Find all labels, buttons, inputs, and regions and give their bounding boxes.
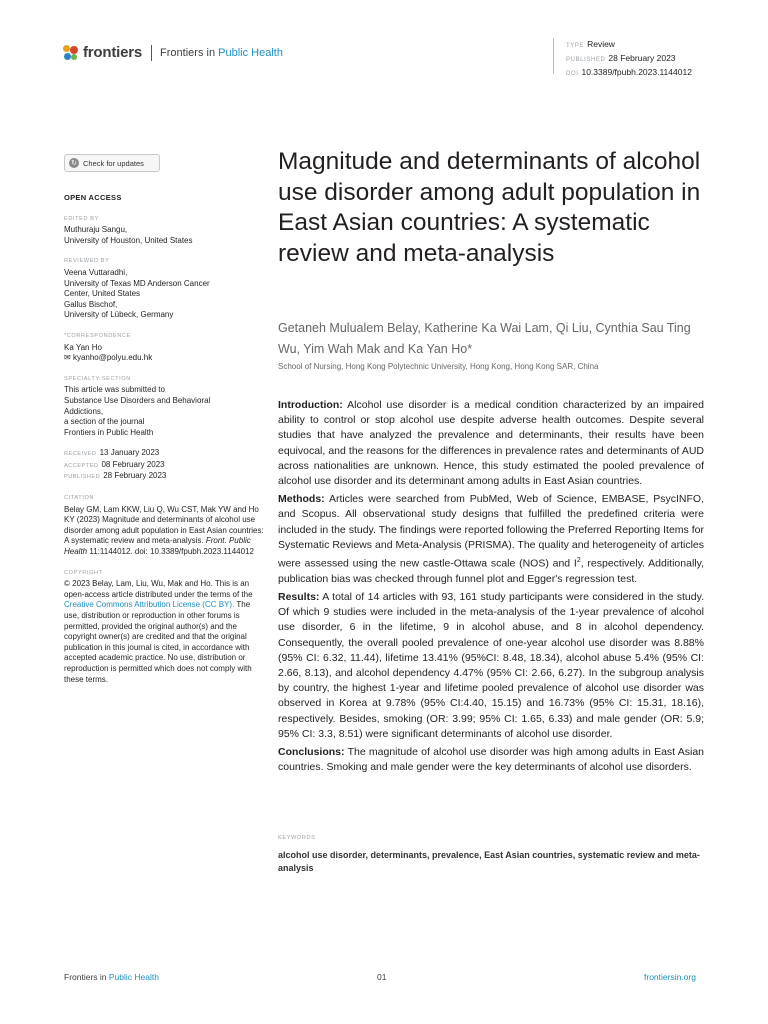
logo-wordmark: frontiers bbox=[83, 44, 143, 61]
keywords: alcohol use disorder, determinants, prevalence, East Asian countries, systematic review and meta-analysis bbox=[278, 850, 700, 873]
specialty-line: Addictions, bbox=[64, 406, 104, 416]
keywords-label: KEYWORDS bbox=[278, 835, 316, 841]
conclusions-text: The magnitude of alcohol use disorder was high among adults in East Asian countries. Smoking and male gender were the key determinants of alcohol use disorders. bbox=[278, 745, 705, 774]
citation-tail: 11:1144012. doi: 10.3389/fpubh.2023.1144012 bbox=[89, 547, 254, 557]
citation-text: Belay GM, Lam KKW, Liu Q, Wu CST, Mak YW and Ho KY (2023) Magnitude and determinants of alcohol use disorder among adult population in East Asian countries: A systematic review and meta-analysis. Front. Public Health 11:1144012. doi: 10.3389/fpubh.2023.1144012 bbox=[64, 504, 264, 557]
correspondence-label: *CORRESPONDENCE bbox=[64, 332, 131, 339]
correspondence-name: Ka Yan Ho bbox=[64, 342, 102, 352]
abstract-methods bbox=[278, 492, 704, 587]
published-value: 28 February 2023 bbox=[608, 53, 676, 63]
published-label: PUBLISHED bbox=[64, 474, 101, 481]
methods-label: Methods: bbox=[278, 493, 325, 506]
footer-journal[interactable]: Frontiers in Public Health bbox=[64, 972, 159, 982]
reviewer-line: University of Lübeck, Germany bbox=[64, 310, 174, 320]
affiliation: School of Nursing, Hong Kong Polytechnic University, Hong Kong, Hong Kong SAR, China bbox=[278, 362, 599, 371]
editor-affiliation: University of Houston, United States bbox=[64, 235, 193, 245]
edited-by-section bbox=[64, 214, 266, 247]
footer-journal-highlight: Public Health bbox=[108, 972, 159, 982]
article-sidebar bbox=[64, 193, 266, 695]
correspondence-email-row[interactable] bbox=[64, 353, 266, 364]
results-text: A total of 14 articles with 93, 161 study participants were considered in the study. Of which 9 studies were included in the meta-analysis of the 1-year prevalence of alcohol use disorder, 6 in the lifetime, 9 in alcohol abuse, and 8 in alcohol dependency. Consequently, the overall pooled prevalence of one-year alcohol use disorder was 8.88% (95% CI: 6.32, 11.44), lifetime 13.41% (95%CI: 8.48, 18.34), alcohol abuse 5.4% (95% CI: 2.66, 8.13), and alcohol dependency 4.47% (95% CI: 2.66, 6.27). In the subgroup analysis by country, the highest 1-year and lifetime pooled prevalence of alcohol use disorder was observed in Korea at 9.78% (95% CI:4.40, 15.15) and 16.73% (95% CI: 15.31, 18.16), respectively. Besides, smoking (OR: 3.99; 95% CI: 1.65, 6.33) and male gender (OR: 5.9; 95% CI: 3.3, 8.51) were significant determinants of alcohol use disorder. bbox=[278, 590, 705, 740]
logo-divider bbox=[151, 45, 152, 61]
abstract bbox=[278, 398, 704, 778]
specialty-section bbox=[64, 374, 266, 439]
doi-value[interactable]: 10.3389/fpubh.2023.1144012 bbox=[581, 67, 692, 77]
footer-site-link[interactable]: frontiersin.org bbox=[644, 972, 696, 982]
citation-label: CITATION bbox=[64, 495, 95, 502]
editor-name: Muthuraju Sangu, bbox=[64, 225, 128, 235]
type-label: TYPE bbox=[566, 43, 585, 49]
journal-prefix: Frontiers in bbox=[160, 46, 216, 59]
check-for-updates-button[interactable] bbox=[64, 154, 160, 172]
received-label: RECEIVED bbox=[64, 451, 97, 458]
specialty-line: a section of the journal bbox=[64, 417, 145, 427]
published-date: 28 February 2023 bbox=[103, 471, 167, 481]
dates-section bbox=[64, 448, 266, 483]
refresh-icon: ↻ bbox=[69, 158, 79, 168]
accepted-label: ACCEPTED bbox=[64, 462, 99, 469]
reviewed-by-section bbox=[64, 256, 266, 321]
methods-text: Articles were searched from PubMed, Web of Science, EMBASE, PsycINFO, and Scopus. All observational study designs that fulfilled the predefined criteria were included in the study. The findings were reported following the Preferred Reporting Items for Systematic Reviews and Meta-Analysis (PRISMA). The quality and heterogeneity of articles were assessed using the new castle-Ottawa scale (NOS) and I bbox=[278, 493, 704, 570]
methods-superscript: 2 bbox=[576, 557, 581, 565]
email-icon: ✉ bbox=[64, 353, 71, 363]
edited-by-label: EDITED BY bbox=[64, 215, 99, 222]
methods-text-end: , respectively. Additionally, publication bias was checked through funnel plot and Egger's regression test. bbox=[278, 557, 704, 585]
introduction-label: Introduction: bbox=[278, 399, 343, 411]
specialty-line: Substance Use Disorders and Behavioral bbox=[64, 395, 211, 405]
open-access-label: OPEN ACCESS bbox=[64, 193, 122, 202]
frontiers-logo-icon bbox=[63, 45, 79, 61]
reviewed-by-label: REVIEWED BY bbox=[64, 258, 110, 265]
cc-license-link[interactable]: Creative Commons Attribution License (CC BY). bbox=[64, 600, 235, 610]
article-title: Magnitude and determinants of alcohol use disorder among adult population in East Asian countries: A systematic review and meta-analysis bbox=[278, 148, 701, 267]
published-label: PUBLISHED bbox=[566, 57, 606, 63]
citation-section bbox=[64, 493, 266, 558]
check-for-updates-label: Check for updates bbox=[83, 158, 144, 168]
abstract-conclusions bbox=[278, 745, 704, 775]
reviewer-line: Center, United States bbox=[64, 289, 141, 299]
accepted-date: 08 February 2023 bbox=[101, 459, 165, 469]
copyright-text: © 2023 Belay, Lam, Liu, Wu, Mak and Ho. This is an open-access article distributed under the terms of the Creative Commons Attribution License (CC BY). The use, distribution or reproduction in other forums is permitted, provided the original author(s) and the copyright owner(s) are credited and that the original publication in this journal is cited, in accordance with accepted academic practice. No use, distribution or reproduction is permitted which does not comply with these terms. bbox=[64, 579, 253, 684]
abstract-introduction bbox=[278, 398, 704, 489]
reviewer-line: Veena Vuttaradhi, bbox=[64, 267, 128, 277]
doi-label: DOI bbox=[566, 71, 579, 77]
type-value: Review bbox=[587, 39, 615, 49]
copyright-label: COPYRIGHT bbox=[64, 569, 103, 576]
reviewer-line: University of Texas MD Anderson Cancer bbox=[64, 278, 210, 288]
specialty-line: Frontiers in Public Health bbox=[64, 427, 154, 437]
journal-name[interactable] bbox=[160, 47, 283, 59]
abstract-results bbox=[278, 590, 704, 742]
copyright-section bbox=[64, 568, 266, 686]
correspondence-email: kyanho@polyu.edu.hk bbox=[72, 353, 153, 363]
results-label: Results: bbox=[278, 590, 320, 603]
author-list[interactable]: Getaneh Mulualem Belay, Katherine Ka Wai Lam, Qi Liu, Cynthia Sau Ting Wu, Yim Wah Mak and Ka Yan Ho* bbox=[278, 321, 691, 356]
received-date: 13 January 2023 bbox=[99, 448, 160, 458]
reviewer-line: Gallus Bischof, bbox=[64, 299, 118, 309]
specialty-line: This article was submitted to bbox=[64, 385, 165, 395]
conclusions-label: Conclusions: bbox=[278, 745, 345, 758]
article-meta bbox=[553, 38, 692, 77]
citation-journal: Front. Public Health bbox=[64, 536, 251, 557]
introduction-text: Alcohol use disorder is a medical condition characterized by an impaired ability to control or stop alcohol use despite adverse health outcomes. Despite several studies that have analyzed the prevalence and determinants, their results have been equivocal, and the reasons for the differences in prevalence rates and determinants of AUD across nationalities are unknown. Hence, this study estimated the pooled prevalence of alcohol use disorder and its determinant among adults in East Asian countries. bbox=[278, 399, 704, 488]
specialty-label: SPECIALTY SECTION bbox=[64, 375, 131, 382]
page-number: 01 bbox=[377, 972, 387, 982]
frontiers-logo[interactable] bbox=[63, 44, 283, 61]
correspondence-section bbox=[64, 331, 266, 364]
journal-highlight: Public Health bbox=[218, 46, 283, 59]
